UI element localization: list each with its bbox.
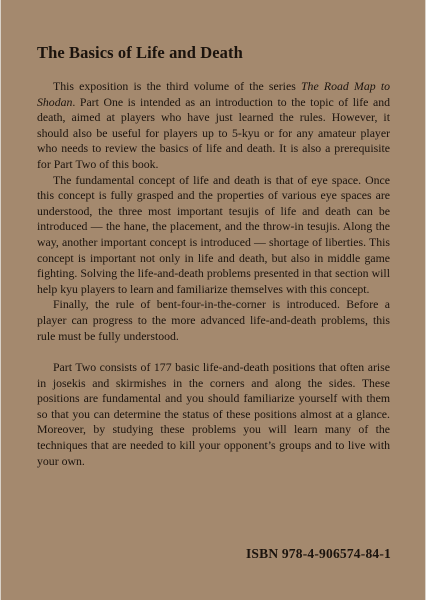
intro-text-end: . Part One is intended as an introduction to the topic of life and death, aimed at players who have just learned the rules. However, it should also be useful for players up to 5-kyu or for any amateur player who needs to review the basics of life and death. It is also a prerequisite for Part Two of this book. xyxy=(37,94,390,171)
part-two-description xyxy=(37,360,390,469)
eye-space-paragraph: The fundamental concept of life and death is that of eye space. Once this concept is fully grasped and the properties of various eye spaces are understood, the three most important tesujis of life and death can be introduced — the hane, the placement, and the throw-in tesujis. Along the way, another important concept is introduced — shortage of liberties. This concept is important not only in life and death, but also in middle game fighting. Solving the life-and-death problems presented in that section will help kyu players to learn and familiarize themselves with this concept. xyxy=(37,172,390,296)
bent-four-paragraph: Finally, the rule of bent-four-in-the-corner is introduced. Before a player can progress to the more advanced life-and-death problems, this rule must be fully understood. xyxy=(37,297,390,343)
intro-paragraph xyxy=(37,79,390,173)
part-one-description xyxy=(37,79,390,344)
isbn-number: ISBN 978-4-906574-84-1 xyxy=(245,546,391,561)
page-title: The Basics of Life and Death xyxy=(37,43,243,62)
part-two-paragraph: Part Two consists of 177 basic life-and-death positions that often arise in josekis and skirmishes in the corners and along the sides. These positions are fundamental and you should familiarize yourself with them so that you can determine the status of these positions almost at a glance. Moreover, by studying these problems you will learn many of the techniques that are needed to kill your opponent’s groups and to live with your own. xyxy=(37,360,390,468)
series-title: The Road Map to Shodan xyxy=(37,79,391,109)
intro-text-start: This exposition is the third volume of the series xyxy=(53,79,301,93)
